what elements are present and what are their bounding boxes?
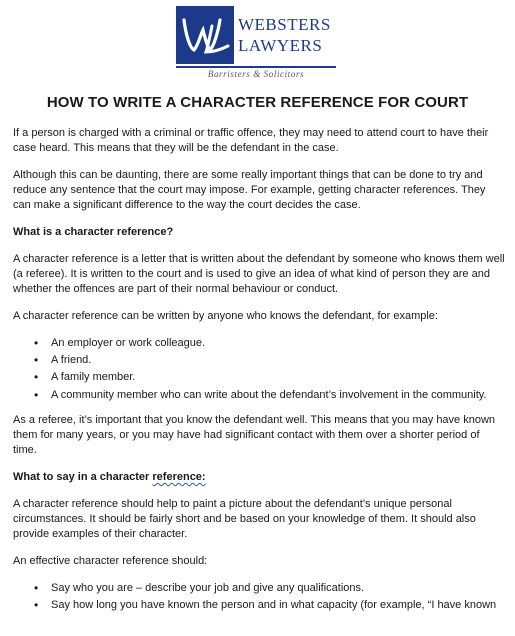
page-title: HOW TO WRITE A CHARACTER REFERENCE FOR COURT xyxy=(46,94,469,111)
list-item: • Say how long you have known the person and in what capacity (for example, “I have known xyxy=(51,598,505,613)
paragraph-daunting: Although this can be daunting, there are some really important things that can be done to try and reduce any sentence that the court may impose. For example, getting character references. They can make a significant difference to the way the court decides the case. xyxy=(13,169,486,211)
document-body xyxy=(13,126,505,623)
paragraph-intro: If a person is charged with a criminal or traffic offence, they may need to attend court to have their case heard. This means that they will be the defendant in the case. xyxy=(13,127,489,154)
logo-divider xyxy=(176,66,336,68)
section-heading-what-is: What is a character reference? xyxy=(13,226,174,238)
paragraph-who-can-write: A character reference can be written by anyone who knows the defendant, for example: xyxy=(13,310,438,322)
logo-tagline: Barristers & Solicitors xyxy=(207,69,305,79)
paragraph-paint-picture: A character reference should help to paint a picture about the defendant’s unique personal circumstances. It should be fairly short and be based on your knowledge of them. It should also provide examples of their character. xyxy=(13,497,476,540)
list-item: • A community member who can write about the defendant’s involvement in the community. xyxy=(51,388,505,403)
list-item: • A friend. xyxy=(51,353,505,368)
list-item: • An employer or work colleague. xyxy=(51,336,505,351)
logo-name-line1: WEBSTERS xyxy=(238,15,331,34)
paragraph-definition: A character reference is a letter that is written about the defendant by someone who knows them well (a referee). It is written to the court and is used to give an idea of what kind of person they are and whether the offences are part of their normal behaviour or conduct. xyxy=(13,253,505,295)
list-item: • Say who you are – describe your job and give any qualifications. xyxy=(51,581,505,596)
list-item: • A family member. xyxy=(51,370,505,385)
section-heading-what-to-say xyxy=(13,470,505,485)
paragraph-effective: An effective character reference should: xyxy=(13,554,208,567)
paragraph-know-well: As a referee, it’s important that you know the defendant well. This means that you may have known them for many years, or you may have had significant contact with them over a shorter period of time. xyxy=(13,413,496,456)
logo-name-line2: LAWYERS xyxy=(238,36,323,55)
spellcheck-flagged-word: reference: xyxy=(152,470,206,483)
effective-reference-list xyxy=(13,581,505,613)
referee-list xyxy=(13,336,505,403)
monogram-icon xyxy=(176,6,234,64)
firm-logo xyxy=(176,6,336,82)
heading-text: What to say in a character xyxy=(13,470,153,483)
